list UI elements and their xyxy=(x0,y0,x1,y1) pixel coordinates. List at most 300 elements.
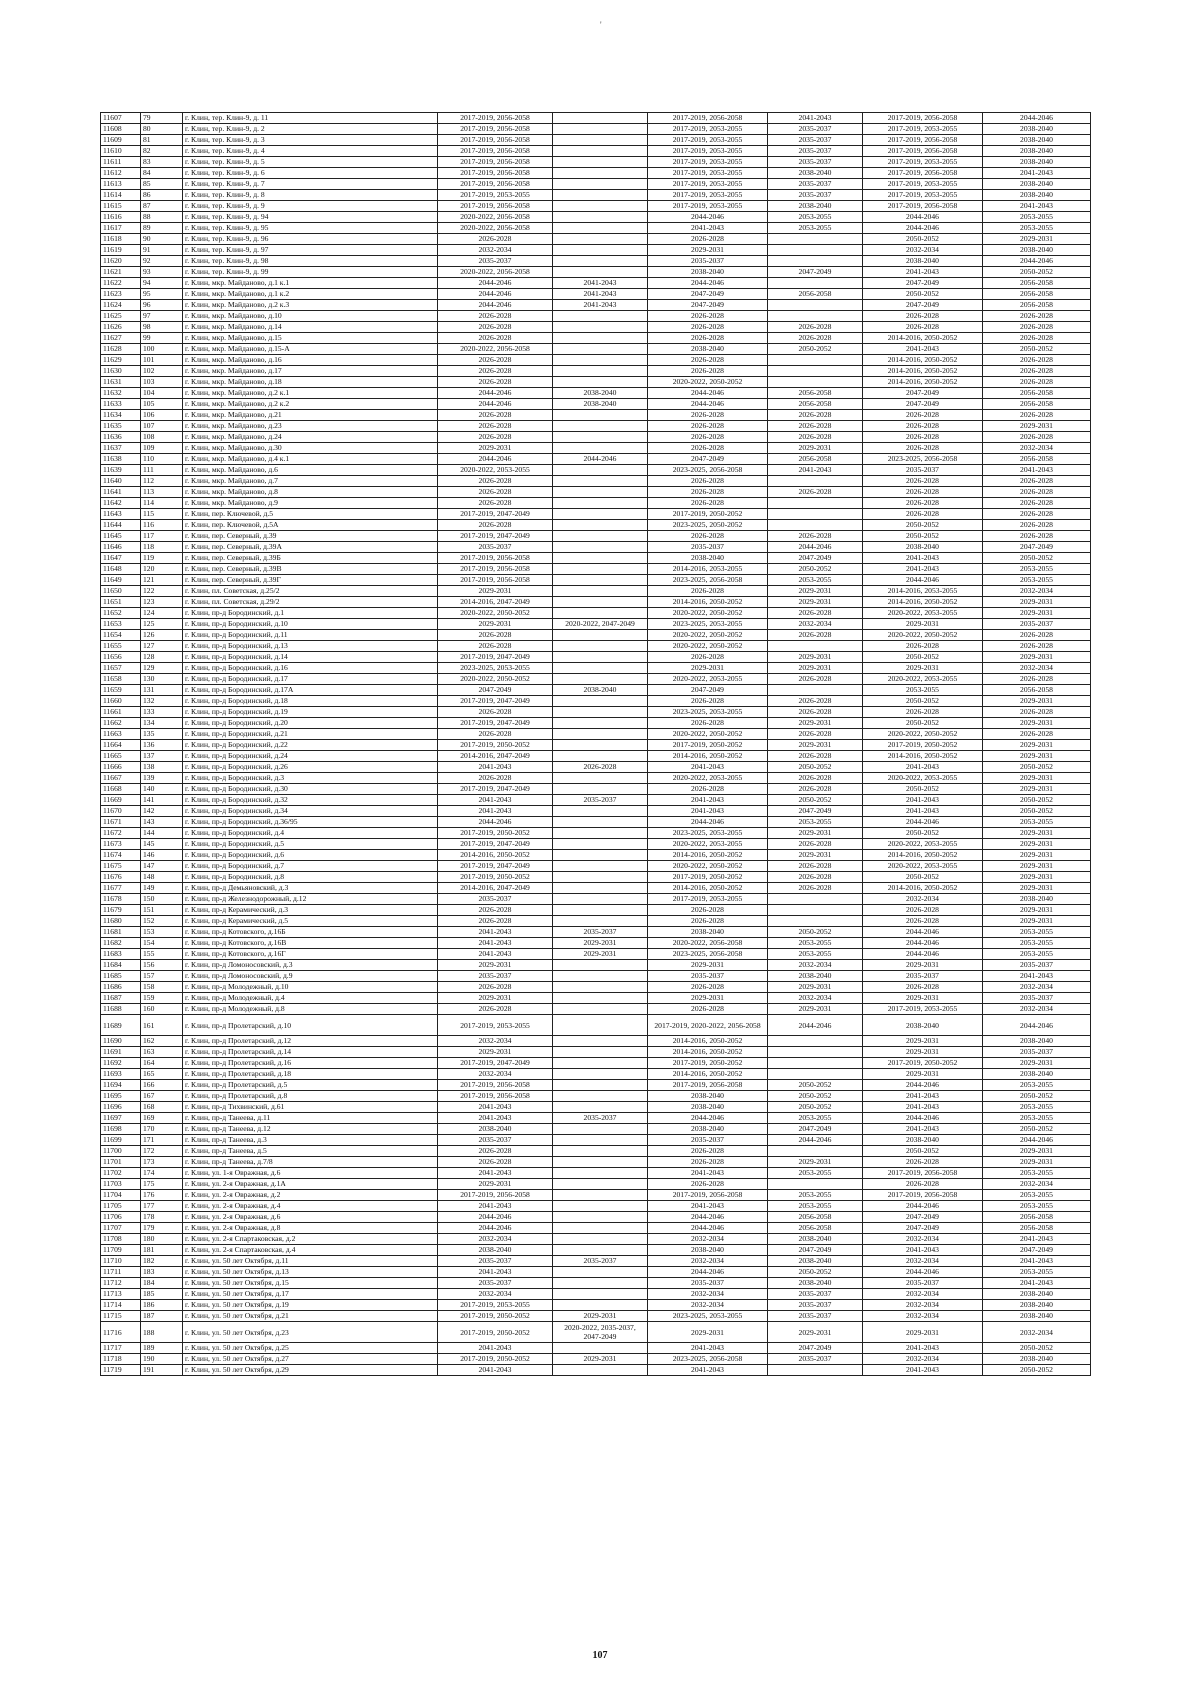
period-col-9-cell: 2029-2031 xyxy=(983,839,1091,850)
period-col-8-cell: 2029-2031 xyxy=(863,1069,983,1080)
period-col-6-cell: 2017-2019, 2050-2052 xyxy=(648,509,768,520)
row-number-cell: 129 xyxy=(141,663,183,674)
period-col-4-cell: 2020-2022, 2050-2052 xyxy=(438,674,553,685)
period-col-6-cell: 2035-2037 xyxy=(648,971,768,982)
period-col-5-cell: 2041-2043 xyxy=(553,300,648,311)
row-number-cell: 108 xyxy=(141,432,183,443)
table-row xyxy=(101,1311,1091,1322)
period-col-7-cell: 2050-2052 xyxy=(768,1102,863,1113)
registry-number-cell: 11648 xyxy=(101,564,141,575)
period-col-5-cell xyxy=(553,707,648,718)
row-number-cell: 120 xyxy=(141,564,183,575)
period-col-8-cell: 2035-2037 xyxy=(863,465,983,476)
period-col-4-cell: 2017-2019, 2047-2049 xyxy=(438,839,553,850)
row-number-cell: 181 xyxy=(141,1245,183,1256)
period-col-7-cell: 2050-2052 xyxy=(768,564,863,575)
row-number-cell: 83 xyxy=(141,157,183,168)
period-col-5-cell xyxy=(553,784,648,795)
period-col-4-cell: 2026-2028 xyxy=(438,773,553,784)
period-col-6-cell: 2020-2022, 2050-2052 xyxy=(648,861,768,872)
address-cell: г. Клин, пер. Северный, д.39Г xyxy=(183,575,438,586)
registry-number-cell: 11659 xyxy=(101,685,141,696)
row-number-cell: 151 xyxy=(141,905,183,916)
address-cell: г. Клин, мкр. Майданово, д.1 к.2 xyxy=(183,289,438,300)
period-col-4-cell: 2041-2043 xyxy=(438,795,553,806)
period-col-7-cell: 2026-2028 xyxy=(768,608,863,619)
registry-number-cell: 11713 xyxy=(101,1289,141,1300)
row-number-cell: 132 xyxy=(141,696,183,707)
address-cell: г. Клин, пр-д Пролетарский, д.10 xyxy=(183,1015,438,1036)
row-number-cell: 179 xyxy=(141,1223,183,1234)
period-col-7-cell: 2056-2058 xyxy=(768,289,863,300)
period-col-4-cell: 2017-2019, 2056-2058 xyxy=(438,124,553,135)
row-number-cell: 162 xyxy=(141,1036,183,1047)
registry-number-cell: 11614 xyxy=(101,190,141,201)
period-col-9-cell: 2056-2058 xyxy=(983,289,1091,300)
period-col-4-cell: 2017-2019, 2056-2058 xyxy=(438,135,553,146)
period-col-8-cell: 2041-2043 xyxy=(863,267,983,278)
period-col-4-cell: 2017-2019, 2056-2058 xyxy=(438,179,553,190)
table-row xyxy=(101,476,1091,487)
registry-number-cell: 11672 xyxy=(101,828,141,839)
period-col-5-cell xyxy=(553,586,648,597)
period-col-9-cell: 2038-2040 xyxy=(983,1069,1091,1080)
address-cell: г. Клин, пр-д Котовского, д.16Б xyxy=(183,927,438,938)
period-col-6-cell: 2035-2037 xyxy=(648,542,768,553)
period-col-7-cell: 2053-2055 xyxy=(768,938,863,949)
address-cell: г. Клин, мкр. Майданово, д.7 xyxy=(183,476,438,487)
table-row xyxy=(101,1267,1091,1278)
address-cell: г. Клин, пер. Северный, д.39В xyxy=(183,564,438,575)
table-row xyxy=(101,575,1091,586)
table-row xyxy=(101,784,1091,795)
registry-number-cell: 11643 xyxy=(101,509,141,520)
period-col-8-cell: 2026-2028 xyxy=(863,982,983,993)
period-col-9-cell: 2029-2031 xyxy=(983,784,1091,795)
period-col-6-cell: 2032-2034 xyxy=(648,1256,768,1267)
period-col-7-cell: 2026-2028 xyxy=(768,421,863,432)
registry-number-cell: 11676 xyxy=(101,872,141,883)
period-col-5-cell xyxy=(553,696,648,707)
registry-number-cell: 11683 xyxy=(101,949,141,960)
table-row xyxy=(101,1135,1091,1146)
address-cell: г. Клин, тер. Клин-9, д. 96 xyxy=(183,234,438,245)
row-number-cell: 165 xyxy=(141,1069,183,1080)
row-number-cell: 161 xyxy=(141,1015,183,1036)
period-col-8-cell: 2041-2043 xyxy=(863,1365,983,1376)
period-col-9-cell: 2029-2031 xyxy=(983,597,1091,608)
period-col-9-cell: 2038-2040 xyxy=(983,135,1091,146)
address-cell: г. Клин, пр-д Ломоносовский, д.3 xyxy=(183,960,438,971)
table-row xyxy=(101,564,1091,575)
period-col-6-cell: 2014-2016, 2050-2052 xyxy=(648,1069,768,1080)
registry-number-cell: 11654 xyxy=(101,630,141,641)
table-row xyxy=(101,278,1091,289)
row-number-cell: 126 xyxy=(141,630,183,641)
table-row xyxy=(101,553,1091,564)
period-col-7-cell: 2029-2031 xyxy=(768,586,863,597)
address-cell: г. Клин, пр-д Бородинский, д.1 xyxy=(183,608,438,619)
period-col-4-cell: 2017-2019, 2053-2055 xyxy=(438,1015,553,1036)
table-row xyxy=(101,773,1091,784)
period-col-4-cell: 2017-2019, 2047-2049 xyxy=(438,509,553,520)
period-col-7-cell: 2050-2052 xyxy=(768,795,863,806)
period-col-4-cell: 2017-2019, 2050-2052 xyxy=(438,1311,553,1322)
row-number-cell: 94 xyxy=(141,278,183,289)
period-col-8-cell: 2026-2028 xyxy=(863,641,983,652)
period-col-7-cell xyxy=(768,520,863,531)
table-row xyxy=(101,949,1091,960)
page-number: 107 xyxy=(592,1650,608,1661)
period-col-7-cell xyxy=(768,245,863,256)
period-col-9-cell: 2038-2040 xyxy=(983,179,1091,190)
period-col-5-cell xyxy=(553,773,648,784)
period-col-4-cell: 2044-2046 xyxy=(438,817,553,828)
registry-number-cell: 11625 xyxy=(101,311,141,322)
address-cell: г. Клин, тер. Клин-9, д. 7 xyxy=(183,179,438,190)
period-col-6-cell: 2026-2028 xyxy=(648,366,768,377)
table-row xyxy=(101,707,1091,718)
period-col-4-cell: 2026-2028 xyxy=(438,322,553,333)
period-col-6-cell: 2035-2037 xyxy=(648,256,768,267)
period-col-9-cell: 2029-2031 xyxy=(983,916,1091,927)
period-col-8-cell: 2026-2028 xyxy=(863,905,983,916)
address-cell: г. Клин, ул. 50 лет Октября, д.25 xyxy=(183,1343,438,1354)
registry-number-cell: 11678 xyxy=(101,894,141,905)
period-col-7-cell xyxy=(768,894,863,905)
period-col-4-cell: 2017-2019, 2047-2049 xyxy=(438,784,553,795)
period-col-4-cell: 2026-2028 xyxy=(438,333,553,344)
period-col-5-cell xyxy=(553,1157,648,1168)
period-col-7-cell: 2053-2055 xyxy=(768,1190,863,1201)
period-col-7-cell xyxy=(768,278,863,289)
period-col-4-cell: 2041-2043 xyxy=(438,949,553,960)
period-col-8-cell: 2017-2019, 2050-2052 xyxy=(863,740,983,751)
period-col-9-cell: 2056-2058 xyxy=(983,278,1091,289)
address-cell: г. Клин, пер. Ключевой, д.5А xyxy=(183,520,438,531)
period-col-8-cell: 2029-2031 xyxy=(863,993,983,1004)
registry-number-cell: 11711 xyxy=(101,1267,141,1278)
period-col-6-cell: 2026-2028 xyxy=(648,333,768,344)
period-col-6-cell: 2038-2040 xyxy=(648,344,768,355)
registry-number-cell: 11709 xyxy=(101,1245,141,1256)
table-row xyxy=(101,1234,1091,1245)
period-col-7-cell: 2053-2055 xyxy=(768,817,863,828)
address-cell: г. Клин, мкр. Майданово, д.2 к.1 xyxy=(183,388,438,399)
registry-number-cell: 11657 xyxy=(101,663,141,674)
period-col-5-cell xyxy=(553,850,648,861)
address-cell: г. Клин, пер. Ключевой, д.5 xyxy=(183,509,438,520)
period-col-8-cell: 2017-2019, 2056-2058 xyxy=(863,113,983,124)
period-col-5-cell xyxy=(553,1124,648,1135)
period-col-6-cell: 2020-2022, 2050-2052 xyxy=(648,608,768,619)
row-number-cell: 154 xyxy=(141,938,183,949)
period-col-7-cell: 2026-2028 xyxy=(768,630,863,641)
registry-number-cell: 11719 xyxy=(101,1365,141,1376)
period-col-9-cell: 2026-2028 xyxy=(983,630,1091,641)
registry-number-cell: 11626 xyxy=(101,322,141,333)
period-col-6-cell: 2017-2019, 2056-2058 xyxy=(648,1080,768,1091)
period-col-4-cell: 2029-2031 xyxy=(438,619,553,630)
period-col-5-cell xyxy=(553,993,648,1004)
period-col-6-cell: 2026-2028 xyxy=(648,586,768,597)
period-col-4-cell: 2026-2028 xyxy=(438,498,553,509)
row-number-cell: 110 xyxy=(141,454,183,465)
row-number-cell: 128 xyxy=(141,652,183,663)
registry-number-cell: 11621 xyxy=(101,267,141,278)
period-col-7-cell: 2050-2052 xyxy=(768,1267,863,1278)
period-col-8-cell: 2026-2028 xyxy=(863,322,983,333)
address-cell: г. Клин, пр-д Бородинский, д.4 xyxy=(183,828,438,839)
table-row xyxy=(101,531,1091,542)
period-col-5-cell xyxy=(553,718,648,729)
period-col-7-cell: 2038-2040 xyxy=(768,971,863,982)
row-number-cell: 135 xyxy=(141,729,183,740)
period-col-6-cell: 2044-2046 xyxy=(648,1113,768,1124)
period-col-8-cell: 2032-2034 xyxy=(863,1311,983,1322)
address-cell: г. Клин, мкр. Майданово, д.4 к.1 xyxy=(183,454,438,465)
period-col-5-cell xyxy=(553,421,648,432)
row-number-cell: 191 xyxy=(141,1365,183,1376)
period-col-4-cell: 2032-2034 xyxy=(438,1036,553,1047)
period-col-9-cell: 2053-2055 xyxy=(983,212,1091,223)
table-row xyxy=(101,168,1091,179)
period-col-4-cell: 2038-2040 xyxy=(438,1245,553,1256)
period-col-8-cell: 2032-2034 xyxy=(863,245,983,256)
period-col-4-cell: 2044-2046 xyxy=(438,300,553,311)
period-col-8-cell: 2026-2028 xyxy=(863,421,983,432)
period-col-7-cell: 2026-2028 xyxy=(768,773,863,784)
period-col-4-cell: 2026-2028 xyxy=(438,1157,553,1168)
period-col-7-cell: 2047-2049 xyxy=(768,1245,863,1256)
table-row xyxy=(101,157,1091,168)
period-col-6-cell: 2029-2031 xyxy=(648,245,768,256)
period-col-6-cell: 2014-2016, 2050-2052 xyxy=(648,597,768,608)
registry-number-cell: 11690 xyxy=(101,1036,141,1047)
period-col-8-cell: 2017-2019, 2053-2055 xyxy=(863,190,983,201)
period-col-8-cell: 2026-2028 xyxy=(863,432,983,443)
row-number-cell: 138 xyxy=(141,762,183,773)
registry-number-cell: 11694 xyxy=(101,1080,141,1091)
address-cell: г. Клин, тер. Клин-9, д. 5 xyxy=(183,157,438,168)
table-row xyxy=(101,377,1091,388)
period-col-4-cell: 2017-2019, 2050-2052 xyxy=(438,1322,553,1343)
registry-number-cell: 11684 xyxy=(101,960,141,971)
period-col-6-cell: 2023-2025, 2053-2055 xyxy=(648,707,768,718)
period-col-8-cell: 2026-2028 xyxy=(863,498,983,509)
address-cell: г. Клин, мкр. Майданово, д.6 xyxy=(183,465,438,476)
period-col-4-cell: 2035-2037 xyxy=(438,894,553,905)
period-col-7-cell: 2047-2049 xyxy=(768,1343,863,1354)
table-row xyxy=(101,685,1091,696)
row-number-cell: 155 xyxy=(141,949,183,960)
registry-number-cell: 11653 xyxy=(101,619,141,630)
period-col-5-cell xyxy=(553,1201,648,1212)
period-col-8-cell: 2020-2022, 2053-2055 xyxy=(863,839,983,850)
period-col-6-cell: 2023-2025, 2056-2058 xyxy=(648,575,768,586)
period-col-9-cell: 2041-2043 xyxy=(983,1278,1091,1289)
period-col-7-cell: 2050-2052 xyxy=(768,1080,863,1091)
period-col-7-cell xyxy=(768,1047,863,1058)
period-col-9-cell: 2029-2031 xyxy=(983,740,1091,751)
row-number-cell: 146 xyxy=(141,850,183,861)
address-cell: г. Клин, пр-д Молодежный, д.4 xyxy=(183,993,438,1004)
period-col-5-cell xyxy=(553,597,648,608)
period-col-4-cell: 2041-2043 xyxy=(438,1343,553,1354)
period-col-8-cell: 2032-2034 xyxy=(863,1234,983,1245)
period-col-4-cell: 2026-2028 xyxy=(438,432,553,443)
period-col-7-cell: 2029-2031 xyxy=(768,597,863,608)
period-col-5-cell xyxy=(553,905,648,916)
period-col-5-cell xyxy=(553,894,648,905)
period-col-6-cell: 2026-2028 xyxy=(648,476,768,487)
period-col-6-cell: 2044-2046 xyxy=(648,399,768,410)
address-cell: г. Клин, ул. 2-я Спартаковская, д.2 xyxy=(183,1234,438,1245)
period-col-9-cell: 2053-2055 xyxy=(983,1080,1091,1091)
period-col-4-cell: 2026-2028 xyxy=(438,476,553,487)
period-col-6-cell: 2029-2031 xyxy=(648,663,768,674)
address-cell: г. Клин, пр-д Танеева, д.11 xyxy=(183,1113,438,1124)
address-cell: г. Клин, тер. Клин-9, д. 95 xyxy=(183,223,438,234)
period-col-9-cell: 2026-2028 xyxy=(983,641,1091,652)
period-col-9-cell: 2029-2031 xyxy=(983,850,1091,861)
table-row xyxy=(101,817,1091,828)
period-col-6-cell: 2026-2028 xyxy=(648,322,768,333)
period-col-6-cell: 2032-2034 xyxy=(648,1234,768,1245)
address-cell: г. Клин, пр-д Бородинский, д.32 xyxy=(183,795,438,806)
period-col-6-cell: 2014-2016, 2050-2052 xyxy=(648,751,768,762)
registry-number-cell: 11680 xyxy=(101,916,141,927)
period-col-6-cell: 2020-2022, 2050-2052 xyxy=(648,377,768,388)
period-col-5-cell xyxy=(553,883,648,894)
period-col-9-cell: 2032-2034 xyxy=(983,982,1091,993)
period-col-5-cell xyxy=(553,751,648,762)
period-col-5-cell xyxy=(553,124,648,135)
period-col-8-cell: 2026-2028 xyxy=(863,1179,983,1190)
period-col-9-cell: 2032-2034 xyxy=(983,663,1091,674)
period-col-4-cell: 2044-2046 xyxy=(438,278,553,289)
row-number-cell: 144 xyxy=(141,828,183,839)
period-col-6-cell: 2041-2043 xyxy=(648,1201,768,1212)
period-col-9-cell: 2053-2055 xyxy=(983,1201,1091,1212)
table-row xyxy=(101,916,1091,927)
address-cell: г. Клин, пр-д Бородинский, д.5 xyxy=(183,839,438,850)
period-col-8-cell: 2026-2028 xyxy=(863,311,983,322)
period-col-5-cell xyxy=(553,344,648,355)
period-col-4-cell: 2026-2028 xyxy=(438,487,553,498)
period-col-6-cell: 2032-2034 xyxy=(648,1289,768,1300)
period-col-4-cell: 2041-2043 xyxy=(438,1113,553,1124)
registry-number-cell: 11665 xyxy=(101,751,141,762)
address-cell: г. Клин, пр-д Бородинский, д.8 xyxy=(183,872,438,883)
period-col-4-cell: 2026-2028 xyxy=(438,905,553,916)
period-col-9-cell: 2032-2034 xyxy=(983,1004,1091,1015)
period-col-8-cell: 2014-2016, 2050-2052 xyxy=(863,333,983,344)
period-col-7-cell xyxy=(768,509,863,520)
table-row xyxy=(101,839,1091,850)
registry-number-cell: 11631 xyxy=(101,377,141,388)
period-col-9-cell: 2053-2055 xyxy=(983,1168,1091,1179)
period-col-6-cell: 2029-2031 xyxy=(648,1322,768,1343)
period-col-8-cell: 2041-2043 xyxy=(863,1124,983,1135)
period-col-4-cell: 2032-2034 xyxy=(438,245,553,256)
period-col-6-cell: 2026-2028 xyxy=(648,531,768,542)
period-col-6-cell: 2017-2019, 2053-2055 xyxy=(648,190,768,201)
table-row xyxy=(101,344,1091,355)
address-cell: г. Клин, пр-д Бородинский, д.30 xyxy=(183,784,438,795)
period-col-7-cell: 2029-2031 xyxy=(768,663,863,674)
table-row xyxy=(101,1168,1091,1179)
row-number-cell: 136 xyxy=(141,740,183,751)
period-col-5-cell xyxy=(553,256,648,267)
period-col-4-cell: 2020-2022, 2050-2052 xyxy=(438,608,553,619)
row-number-cell: 158 xyxy=(141,982,183,993)
period-col-4-cell: 2026-2028 xyxy=(438,1004,553,1015)
period-col-6-cell: 2026-2028 xyxy=(648,355,768,366)
table-row xyxy=(101,982,1091,993)
period-col-4-cell: 2026-2028 xyxy=(438,630,553,641)
registry-number-cell: 11609 xyxy=(101,135,141,146)
table-body xyxy=(101,113,1091,1376)
period-col-5-cell xyxy=(553,157,648,168)
registry-number-cell: 11616 xyxy=(101,212,141,223)
registry-number-cell: 11640 xyxy=(101,476,141,487)
period-col-5-cell xyxy=(553,1267,648,1278)
table-row xyxy=(101,300,1091,311)
table-row xyxy=(101,1146,1091,1157)
period-col-6-cell: 2017-2019, 2053-2055 xyxy=(648,124,768,135)
registry-number-cell: 11619 xyxy=(101,245,141,256)
row-number-cell: 95 xyxy=(141,289,183,300)
period-col-4-cell: 2017-2019, 2050-2052 xyxy=(438,740,553,751)
address-cell: г. Клин, тер. Клин-9, д. 3 xyxy=(183,135,438,146)
period-col-5-cell xyxy=(553,179,648,190)
period-col-8-cell: 2017-2019, 2050-2052 xyxy=(863,1058,983,1069)
row-number-cell: 111 xyxy=(141,465,183,476)
period-col-5-cell: 2029-2031 xyxy=(553,1311,648,1322)
table-row xyxy=(101,1201,1091,1212)
period-col-6-cell: 2038-2040 xyxy=(648,1091,768,1102)
table-row xyxy=(101,542,1091,553)
period-col-5-cell xyxy=(553,1091,648,1102)
period-col-7-cell xyxy=(768,498,863,509)
row-number-cell: 86 xyxy=(141,190,183,201)
period-col-7-cell: 2026-2028 xyxy=(768,531,863,542)
period-col-5-cell xyxy=(553,1146,648,1157)
period-col-6-cell: 2017-2019, 2053-2055 xyxy=(648,201,768,212)
period-col-9-cell: 2038-2040 xyxy=(983,1289,1091,1300)
period-col-6-cell: 2017-2019, 2020-2022, 2056-2058 xyxy=(648,1015,768,1036)
period-col-9-cell: 2044-2046 xyxy=(983,1135,1091,1146)
registry-number-cell: 11615 xyxy=(101,201,141,212)
registry-number-cell: 11714 xyxy=(101,1300,141,1311)
period-col-8-cell: 2035-2037 xyxy=(863,971,983,982)
period-col-8-cell: 2038-2040 xyxy=(863,542,983,553)
table-row xyxy=(101,971,1091,982)
period-col-7-cell: 2035-2037 xyxy=(768,190,863,201)
registry-number-cell: 11646 xyxy=(101,542,141,553)
registry-number-cell: 11613 xyxy=(101,179,141,190)
period-col-5-cell xyxy=(553,267,648,278)
period-col-8-cell: 2041-2043 xyxy=(863,1091,983,1102)
period-col-8-cell: 2050-2052 xyxy=(863,234,983,245)
period-col-4-cell: 2035-2037 xyxy=(438,256,553,267)
period-col-9-cell: 2026-2028 xyxy=(983,509,1091,520)
period-col-8-cell: 2044-2046 xyxy=(863,1201,983,1212)
table-row xyxy=(101,1300,1091,1311)
period-col-7-cell: 2050-2052 xyxy=(768,927,863,938)
row-number-cell: 173 xyxy=(141,1157,183,1168)
